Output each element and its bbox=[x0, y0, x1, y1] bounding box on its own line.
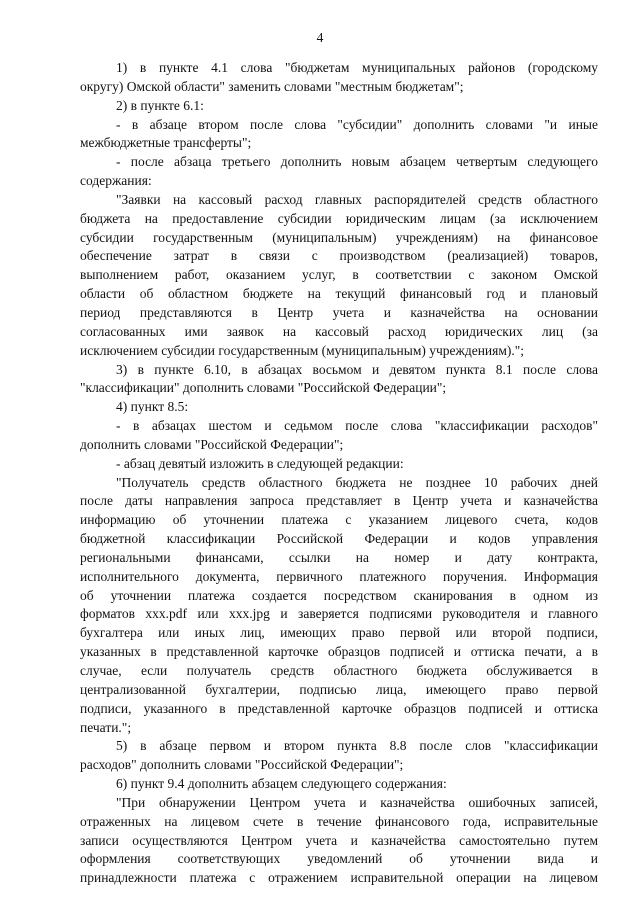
text-line: 3) в пункте 6.10, в абзацах восьмом и девятом пункта 8.1 после слова bbox=[116, 361, 598, 377]
paragraph bbox=[80, 794, 598, 888]
text-line: содержания: bbox=[80, 173, 152, 189]
text-line: дополнить словами "Российской Федерации"; bbox=[80, 436, 344, 452]
text-line: межбюджетные трансферты"; bbox=[80, 135, 252, 151]
text-line: отраженных на лицевом счете в течение финансового года, исправительные bbox=[80, 813, 598, 829]
text-line: обеспечение затрат в связи с производством (реализацией) товаров, bbox=[80, 248, 598, 264]
text-line: принадлежности платежа с отражением исправительной операции на лицевом bbox=[80, 870, 598, 886]
text-line: 5) в абзаце первом и втором пункта 8.8 после слов "классификации bbox=[116, 738, 598, 754]
text-line: - после абзаца третьего дополнить новым абзацем четвертым следующего bbox=[116, 154, 598, 170]
text-line: период представляются в Центр учета и казначейства на основании bbox=[80, 304, 598, 320]
paragraph bbox=[80, 361, 598, 399]
paragraph bbox=[80, 153, 598, 191]
text-line: - в абзацах шестом и седьмом после слова "классификации расходов" bbox=[116, 418, 598, 434]
text-line: "Заявки на кассовый расход главных распорядителей средств областного bbox=[116, 191, 598, 207]
text-line: округу) Омской области" заменить словами "местным бюджетам"; bbox=[80, 78, 464, 94]
text-line: - в абзаце втором после слова "субсидии" дополнить словами "и иные bbox=[116, 116, 598, 132]
text-line: исключением субсидии государственным (муниципальным) учреждениям)."; bbox=[80, 342, 525, 358]
text-line: выполнением работ, оказанием услуг, в соответствии с законом Омской bbox=[80, 267, 598, 283]
paragraph bbox=[80, 398, 598, 417]
text-line: "Получатель средств областного бюджета не позднее 10 рабочих дней bbox=[116, 474, 598, 490]
text-line: бухгалтера или иных лиц, имеющих право первой или второй подписи, bbox=[80, 625, 598, 641]
paragraph bbox=[80, 97, 598, 116]
paragraph bbox=[80, 59, 598, 97]
text-line: подписи, указанного в представленной карточке образцов подписей и оттиска bbox=[80, 700, 598, 716]
page-number: 4 bbox=[316, 30, 324, 45]
paragraph bbox=[80, 116, 598, 154]
text-line: "При обнаружении Центром учета и казначейства ошибочных записей, bbox=[116, 794, 598, 810]
paragraph bbox=[80, 775, 598, 794]
text-line: бюджетной классификации Российской Федерации и кодов управления bbox=[80, 531, 598, 547]
text-line: - абзац девятый изложить в следующей редакции: bbox=[116, 455, 404, 471]
text-line: 4) пункт 8.5: bbox=[116, 399, 189, 415]
text-line: субсидии государственным (муниципальным) учреждениям) на финансовое bbox=[80, 229, 598, 245]
text-line: случае, если получатель средств областного бюджета обслуживается в bbox=[80, 663, 598, 678]
paragraph bbox=[80, 474, 598, 738]
text-line: согласованных ими заявок на кассовый расход юридических лиц (за bbox=[80, 323, 598, 339]
text-line: форматов xxx.pdf или xxx.jpg и заверяется подписями руководителя и главного bbox=[80, 606, 598, 622]
text-line: исполнительного документа, первичного платежного поручения. Информация bbox=[80, 568, 598, 584]
text-line: области об областном бюджете на текущий финансовый год и плановый bbox=[80, 286, 598, 302]
text-line: записи осуществляются Центром учета и казначейства самостоятельно путем bbox=[80, 832, 598, 848]
paragraph bbox=[80, 737, 598, 775]
text-line: об уточнении платежа создается посредством сканирования в одном из bbox=[80, 587, 598, 603]
text-line: "классификации" дополнить словами "Российской Федерации"; bbox=[80, 380, 447, 396]
paragraph bbox=[80, 191, 598, 361]
text-line: централизованной бухгалтерии, подписью лица, имеющего право первой bbox=[80, 681, 598, 697]
text-line: указанных в представленной карточке образцов подписей и оттиска печати, а в bbox=[80, 644, 598, 660]
paragraph bbox=[80, 455, 598, 474]
text-line: расходов" дополнить словами "Российской Федерации"; bbox=[80, 757, 404, 773]
text-line: после даты направления запроса представляет в Центр учета и казначейства bbox=[80, 493, 598, 509]
text-line: печати."; bbox=[80, 719, 132, 735]
text-line: бюджета на предоставление субсидии юридическим лицам (за исключением bbox=[80, 210, 598, 226]
document-body bbox=[80, 59, 598, 888]
paragraph bbox=[80, 417, 598, 455]
text-line: информацию об уточнении платежа с указанием лицевого счета, кодов bbox=[80, 512, 598, 528]
text-line: 2) в пункте 6.1: bbox=[116, 97, 204, 113]
text-line: региональными финансами, ссылки на номер и дату контракта, bbox=[80, 549, 598, 565]
text-line: оформления соответствующих уведомлений об уточнении вида и bbox=[80, 851, 598, 867]
text-line: 1) в пункте 4.1 слова "бюджетам муниципальных районов (городскому bbox=[116, 60, 598, 75]
text-line: 6) пункт 9.4 дополнить абзацем следующего содержания: bbox=[116, 776, 447, 792]
